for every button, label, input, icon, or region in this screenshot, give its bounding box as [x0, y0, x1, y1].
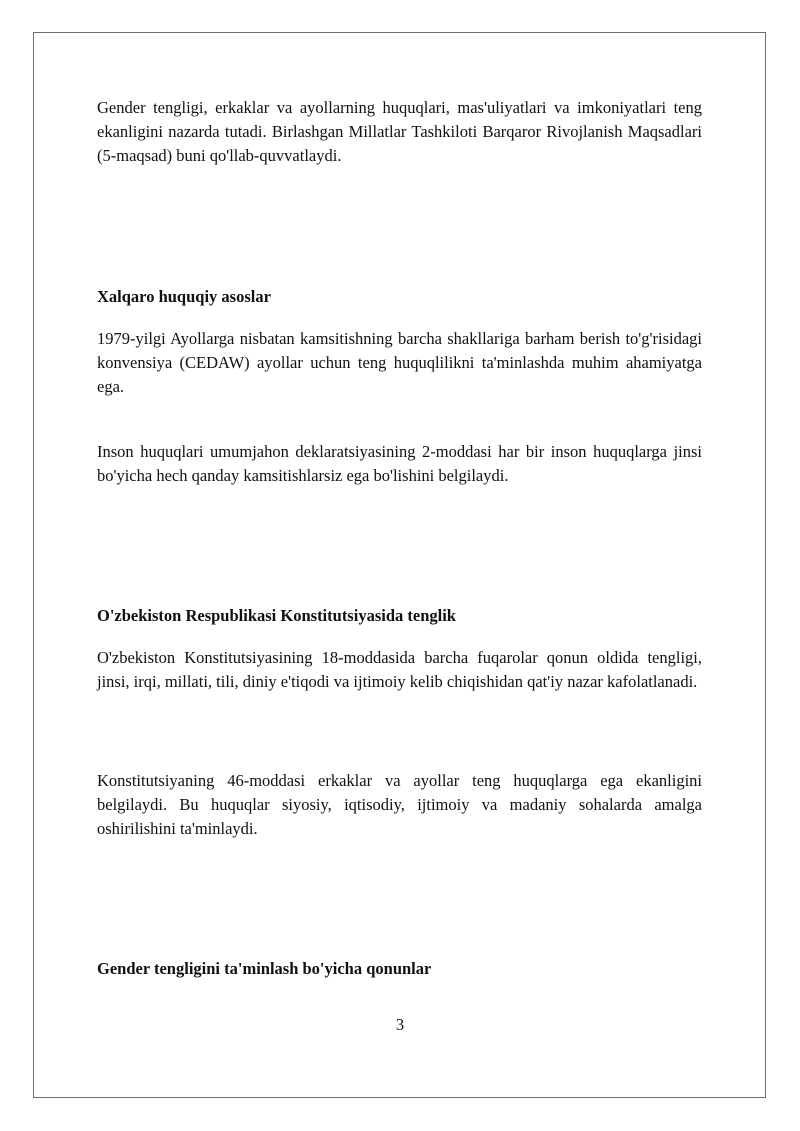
heading-constitution-equality: O'zbekiston Respublikasi Konstitutsiyasida tenglik [97, 606, 456, 625]
heading-gender-equality-laws: Gender tengligini ta'minlash bo'yicha qonunlar [97, 959, 432, 978]
paragraph-cedaw: 1979-yilgi Ayollarga nisbatan kamsitishning barcha shakllariga barham berish to'g'risidagi konvensiya (CEDAW) ayollar uchun teng huquqlilikni ta'minlashda muhim ahamiyatga ega. [97, 329, 702, 396]
paragraph-constitution-article-18: O'zbekiston Konstitutsiyasining 18-moddasida barcha fuqarolar qonun oldida tengligi, jinsi, irqi, millati, tili, diniy e'tiqodi va ijtimoiy kelib chiqishidan qat'iy nazar kafolatlanadi. [97, 648, 702, 691]
paragraph-udhr-article-2: Inson huquqlari umumjahon deklaratsiyasining 2-moddasi har bir inson huquqlarga jinsi bo'yicha hech qanday kamsitishlarsiz ega bo'lishini belgilaydi. [97, 442, 702, 485]
paragraph-gender-equality-intro: Gender tengligi, erkaklar va ayollarning huquqlari, mas'uliyatlari va imkoniyatlari teng ekanligini nazarda tutadi. Birlashgan Millatlar Tashkiloti Barqaror Rivojlanish Maqsadlari (5-maqsad) buni qo'llab-quvvatlaydi. [97, 98, 702, 165]
paragraph-constitution-article-46: Konstitutsiyaning 46-moddasi erkaklar va ayollar teng huquqlarga ega ekanligini belgilaydi. Bu huquqlar siyosiy, iqtisodiy, ijtimoiy va madaniy sohalarda amalga oshirilishini ta'minlaydi. [97, 771, 702, 838]
heading-international-legal-basis: Xalqaro huquqiy asoslar [97, 287, 271, 306]
page-frame [33, 32, 766, 1098]
page-number: 3 [395, 1015, 405, 1034]
